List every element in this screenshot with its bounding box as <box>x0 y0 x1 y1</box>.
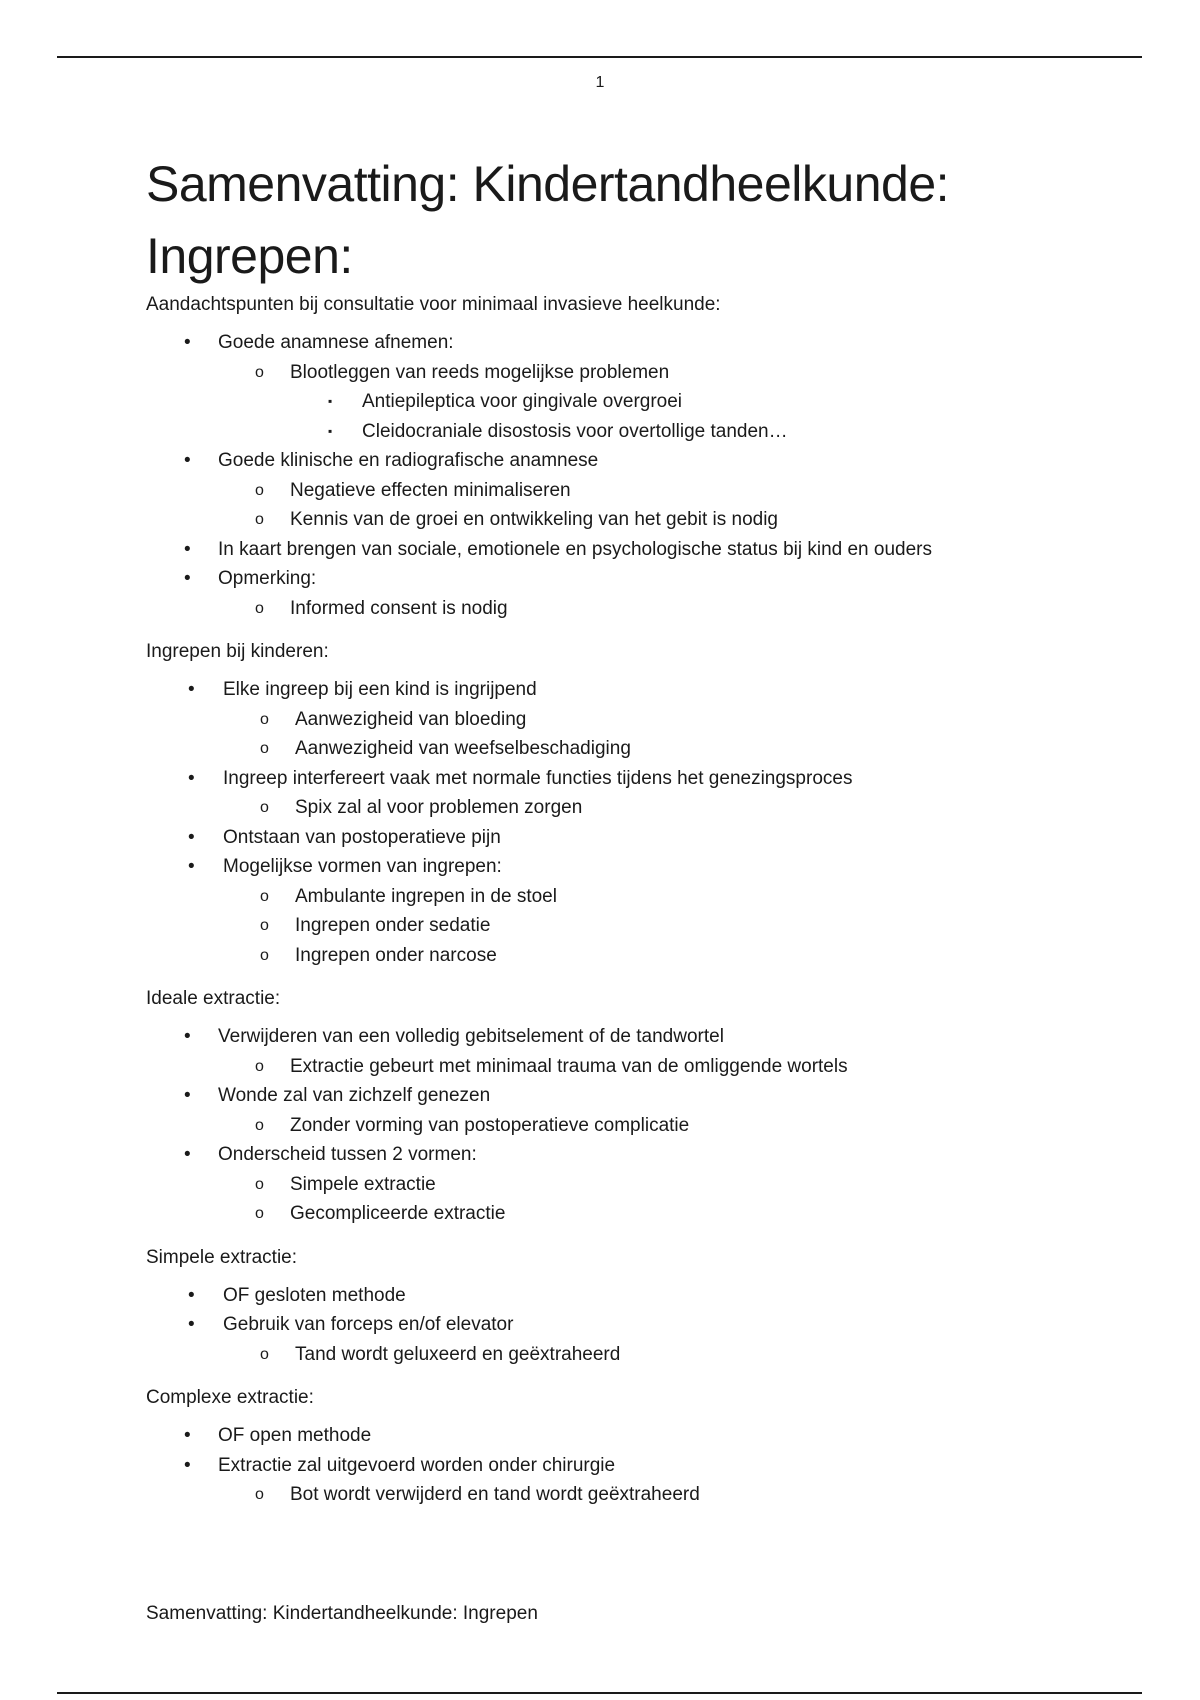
bullet-circle-icon: o <box>255 363 264 381</box>
bullet-square-icon: ▪ <box>328 394 333 408</box>
page-title <box>146 148 1106 292</box>
list-item: o Negatieve effecten minimaliseren <box>146 476 1106 506</box>
bullet-disc-icon: • <box>184 1026 191 1047</box>
list-item: • Ontstaan van postoperatieve pijn <box>146 823 1106 853</box>
bullet-disc-icon: • <box>188 679 195 700</box>
list-item: o Bot wordt verwijderd en tand wordt geëxtraheerd <box>146 1480 1106 1510</box>
section-heading-complexe-extractie: Complexe extractie: <box>146 1387 314 1408</box>
footer-rule <box>57 1692 1142 1694</box>
list-consultatie <box>146 328 1106 623</box>
bullet-circle-icon: o <box>255 481 264 499</box>
bullet-circle-icon: o <box>255 599 264 617</box>
list-item: • Gebruik van forceps en/of elevator <box>146 1310 1106 1340</box>
bullet-circle-icon: o <box>260 1345 269 1363</box>
document-body <box>146 148 1106 1510</box>
list-item: • Mogelijkse vormen van ingrepen: <box>146 852 1106 882</box>
page-number: 1 <box>595 74 605 91</box>
bullet-circle-icon: o <box>260 740 269 757</box>
list-item: o Gecompliceerde extractie <box>146 1199 1106 1229</box>
bullet-disc-icon: • <box>184 1425 191 1446</box>
list-item: • Elke ingreep bij een kind is ingrijpend <box>146 675 1106 705</box>
list-item: ▪ Antiepileptica voor gingivale overgroei <box>146 387 1106 417</box>
bullet-disc-icon: • <box>184 332 191 353</box>
list-item: • OF open methode <box>146 1421 1106 1451</box>
list-item: o Tand wordt geluxeerd en geëxtraheerd <box>146 1340 1106 1370</box>
list-item: • Wonde zal van zichzelf genezen <box>146 1081 1106 1111</box>
list-item: o Simpele extractie <box>146 1170 1106 1200</box>
list-item: • Extractie zal uitgevoerd worden onder chirurgie <box>146 1451 1106 1481</box>
list-item: • Goede klinische en radiografische anamnese <box>146 446 1106 476</box>
bullet-circle-icon: o <box>260 946 269 964</box>
list-item: • Opmerking: <box>146 564 1106 594</box>
bullet-circle-icon: o <box>255 1057 264 1075</box>
list-item: • Ingreep interfereert vaak met normale functies tijdens het genezingsproces <box>146 764 1106 794</box>
bullet-disc-icon: • <box>184 450 191 471</box>
list-item: o Aanwezigheid van bloeding <box>146 705 1106 735</box>
bullet-disc-icon: • <box>184 568 191 589</box>
bullet-disc-icon: • <box>188 1314 195 1335</box>
list-item: o Aanwezigheid van weefselbeschadiging <box>146 734 1106 764</box>
bullet-disc-icon: • <box>184 538 191 560</box>
list-item: ▪ Cleidocraniale disostosis voor overtollige tanden… <box>146 417 1106 447</box>
bullet-circle-icon: o <box>255 1205 264 1222</box>
page-footer: Samenvatting: Kindertandheelkunde: Ingrepen <box>146 1603 538 1624</box>
bullet-disc-icon: • <box>184 1144 191 1165</box>
list-item: • Onderscheid tussen 2 vormen: <box>146 1140 1106 1170</box>
bullet-circle-icon: o <box>260 887 269 905</box>
list-item: • Goede anamnese afnemen: <box>146 328 1106 358</box>
list-item: • Verwijderen van een volledig gebitselement of de tandwortel <box>146 1022 1106 1052</box>
list-item: o Spix zal al voor problemen zorgen <box>146 793 1106 823</box>
bullet-disc-icon: • <box>188 1284 195 1306</box>
bullet-disc-icon: • <box>184 1085 191 1106</box>
bullet-disc-icon: • <box>188 767 195 789</box>
list-ideale-extractie <box>146 1022 1106 1229</box>
list-item: o Blootleggen van reeds mogelijkse problemen <box>146 358 1106 388</box>
list-item: o Ambulante ingrepen in de stoel <box>146 882 1106 912</box>
header-rule <box>57 56 1142 58</box>
page-title-line-2: Ingrepen: <box>146 228 353 284</box>
bullet-circle-icon: o <box>260 710 269 728</box>
bullet-disc-icon: • <box>184 1454 191 1476</box>
bullet-circle-icon: o <box>260 917 269 934</box>
bullet-disc-icon: • <box>188 826 195 848</box>
list-item: o Extractie gebeurt met minimaal trauma van de omliggende wortels <box>146 1052 1106 1082</box>
bullet-circle-icon: o <box>255 1175 264 1193</box>
list-kinderen <box>146 675 1106 970</box>
bullet-circle-icon: o <box>255 1486 264 1503</box>
section-heading-simpele-extractie: Simpele extractie: <box>146 1246 298 1268</box>
bullet-circle-icon: o <box>260 799 269 816</box>
list-complexe-extractie <box>146 1421 1106 1510</box>
list-item: o Ingrepen onder narcose <box>146 941 1106 971</box>
section-heading-consultatie: Aandachtspunten bij consultatie voor minimaal invasieve heelkunde: <box>146 294 721 315</box>
page-title-line-1: Samenvatting: Kindertandheelkunde: <box>146 156 950 212</box>
section-heading-ideale-extractie: Ideale extractie: <box>146 988 281 1009</box>
list-item: • In kaart brengen van sociale, emotionele en psychologische status bij kind en ouders <box>146 535 1106 565</box>
bullet-circle-icon: o <box>255 1116 264 1134</box>
list-item: o Zonder vorming van postoperatieve complicatie <box>146 1111 1106 1141</box>
list-item: o Informed consent is nodig <box>146 594 1106 624</box>
list-simpele-extractie <box>146 1281 1106 1370</box>
list-item: o Kennis van de groei en ontwikkeling van het gebit is nodig <box>146 505 1106 535</box>
list-item: o Ingrepen onder sedatie <box>146 911 1106 941</box>
bullet-square-icon: ▪ <box>328 423 333 438</box>
section-heading-kinderen: Ingrepen bij kinderen: <box>146 641 329 662</box>
bullet-circle-icon: o <box>255 511 264 528</box>
list-item: • OF gesloten methode <box>146 1281 1106 1311</box>
bullet-disc-icon: • <box>188 856 195 877</box>
